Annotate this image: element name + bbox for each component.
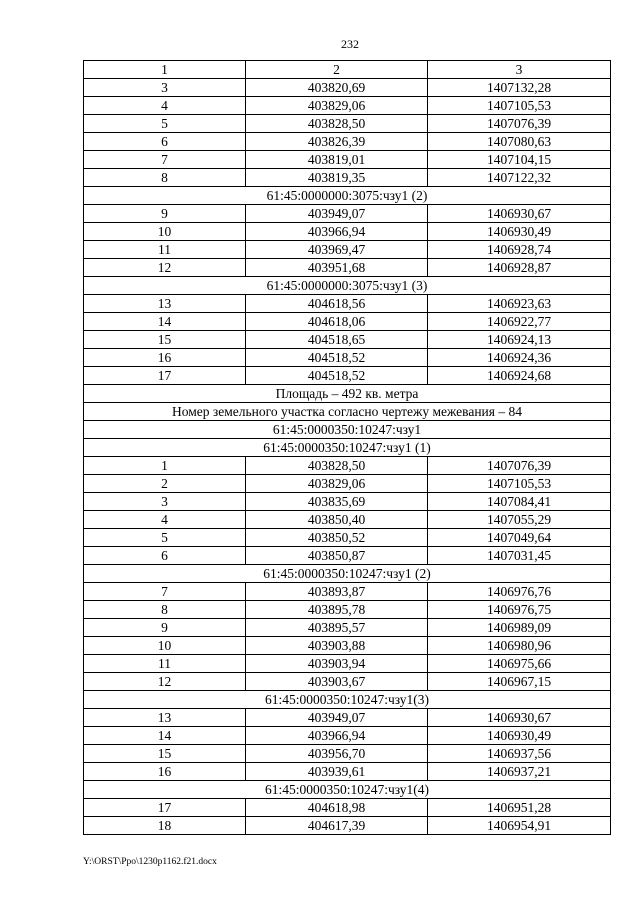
x-coordinate-cell: 404617,39: [246, 817, 428, 835]
section-header-row: [84, 565, 611, 583]
x-coordinate-cell: 403903,88: [246, 637, 428, 655]
table-row: [84, 331, 611, 349]
x-coordinate-cell: 403969,47: [246, 241, 428, 259]
y-coordinate-cell: 1407080,63: [428, 133, 611, 151]
y-coordinate-cell: 1407084,41: [428, 493, 611, 511]
section-header-row: [84, 277, 611, 295]
x-coordinate-cell: 404618,06: [246, 313, 428, 331]
table-row: [84, 115, 611, 133]
coordinates-table: [83, 60, 611, 835]
header-cell-y: 3: [428, 61, 611, 79]
table-row: [84, 457, 611, 475]
x-coordinate-cell: 403949,07: [246, 205, 428, 223]
y-coordinate-cell: 1406924,13: [428, 331, 611, 349]
y-coordinate-cell: 1407055,29: [428, 511, 611, 529]
x-coordinate-cell: 404618,56: [246, 295, 428, 313]
section-header-row: [84, 439, 611, 457]
point-number-cell: 16: [84, 763, 246, 781]
point-number-cell: 15: [84, 331, 246, 349]
point-number-cell: 12: [84, 673, 246, 691]
point-number-cell: 5: [84, 115, 246, 133]
x-coordinate-cell: 403835,69: [246, 493, 428, 511]
table-row: [84, 637, 611, 655]
y-coordinate-cell: 1406967,15: [428, 673, 611, 691]
point-number-cell: 3: [84, 493, 246, 511]
table-row: [84, 799, 611, 817]
table-row: [84, 817, 611, 835]
y-coordinate-cell: 1406951,28: [428, 799, 611, 817]
y-coordinate-cell: 1406930,49: [428, 727, 611, 745]
table-row: [84, 673, 611, 691]
x-coordinate-cell: 403895,78: [246, 601, 428, 619]
table-row: [84, 745, 611, 763]
x-coordinate-cell: 404518,65: [246, 331, 428, 349]
x-coordinate-cell: 404518,52: [246, 367, 428, 385]
x-coordinate-cell: 403939,61: [246, 763, 428, 781]
point-number-cell: 7: [84, 151, 246, 169]
x-coordinate-cell: 403820,69: [246, 79, 428, 97]
section-header-row: [84, 421, 611, 439]
table-row: [84, 259, 611, 277]
table-row: [84, 511, 611, 529]
y-coordinate-cell: 1406923,63: [428, 295, 611, 313]
table-row: [84, 583, 611, 601]
section-header-cell: Площадь – 492 кв. метра: [84, 385, 611, 403]
table-row: [84, 727, 611, 745]
header-cell-point-number: 1: [84, 61, 246, 79]
point-number-cell: 5: [84, 529, 246, 547]
table-row: [84, 601, 611, 619]
point-number-cell: 3: [84, 79, 246, 97]
y-coordinate-cell: 1407076,39: [428, 457, 611, 475]
x-coordinate-cell: 403966,94: [246, 223, 428, 241]
table-row: [84, 763, 611, 781]
section-header-row: [84, 385, 611, 403]
x-coordinate-cell: 404518,52: [246, 349, 428, 367]
point-number-cell: 17: [84, 799, 246, 817]
x-coordinate-cell: 404618,98: [246, 799, 428, 817]
x-coordinate-cell: 403895,57: [246, 619, 428, 637]
point-number-cell: 12: [84, 259, 246, 277]
y-coordinate-cell: 1407122,32: [428, 169, 611, 187]
point-number-cell: 16: [84, 349, 246, 367]
section-header-row: [84, 781, 611, 799]
table-row: [84, 295, 611, 313]
x-coordinate-cell: 403903,67: [246, 673, 428, 691]
y-coordinate-cell: 1406930,67: [428, 205, 611, 223]
y-coordinate-cell: 1406930,49: [428, 223, 611, 241]
footer-file-path: Y:\ORST\Ppo\1230p1162.f21.docx: [83, 857, 217, 867]
point-number-cell: 17: [84, 367, 246, 385]
table-row: [84, 151, 611, 169]
y-coordinate-cell: 1406928,87: [428, 259, 611, 277]
point-number-cell: 10: [84, 223, 246, 241]
y-coordinate-cell: 1406976,76: [428, 583, 611, 601]
table-header-row: [84, 61, 611, 79]
y-coordinate-cell: 1407105,53: [428, 475, 611, 493]
y-coordinate-cell: 1407104,15: [428, 151, 611, 169]
y-coordinate-cell: 1406922,77: [428, 313, 611, 331]
y-coordinate-cell: 1406980,96: [428, 637, 611, 655]
point-number-cell: 9: [84, 205, 246, 223]
point-number-cell: 11: [84, 241, 246, 259]
x-coordinate-cell: 403951,68: [246, 259, 428, 277]
point-number-cell: 4: [84, 97, 246, 115]
table-row: [84, 493, 611, 511]
y-coordinate-cell: 1407076,39: [428, 115, 611, 133]
header-cell-x: 2: [246, 61, 428, 79]
x-coordinate-cell: 403893,87: [246, 583, 428, 601]
table-row: [84, 529, 611, 547]
y-coordinate-cell: 1406937,56: [428, 745, 611, 763]
x-coordinate-cell: 403829,06: [246, 475, 428, 493]
y-coordinate-cell: 1406976,75: [428, 601, 611, 619]
point-number-cell: 8: [84, 601, 246, 619]
table-body: [84, 79, 611, 835]
y-coordinate-cell: 1406954,91: [428, 817, 611, 835]
table-row: [84, 223, 611, 241]
x-coordinate-cell: 403828,50: [246, 457, 428, 475]
x-coordinate-cell: 403949,07: [246, 709, 428, 727]
point-number-cell: 13: [84, 709, 246, 727]
table-row: [84, 547, 611, 565]
point-number-cell: 9: [84, 619, 246, 637]
table-row: [84, 133, 611, 151]
section-header-cell: 61:45:0000000:3075:чзу1 (3): [84, 277, 611, 295]
point-number-cell: 6: [84, 133, 246, 151]
section-header-cell: 61:45:0000350:10247:чзу1 (1): [84, 439, 611, 457]
x-coordinate-cell: 403850,87: [246, 547, 428, 565]
table-row: [84, 709, 611, 727]
point-number-cell: 4: [84, 511, 246, 529]
section-header-cell: Номер земельного участка согласно чертежу межевания – 84: [84, 403, 611, 421]
table-row: [84, 349, 611, 367]
x-coordinate-cell: 403826,39: [246, 133, 428, 151]
section-header-cell: 61:45:0000350:10247:чзу1(4): [84, 781, 611, 799]
x-coordinate-cell: 403819,01: [246, 151, 428, 169]
x-coordinate-cell: 403850,52: [246, 529, 428, 547]
point-number-cell: 7: [84, 583, 246, 601]
table-row: [84, 655, 611, 673]
y-coordinate-cell: 1407049,64: [428, 529, 611, 547]
section-header-row: [84, 187, 611, 205]
x-coordinate-cell: 403829,06: [246, 97, 428, 115]
table-row: [84, 205, 611, 223]
point-number-cell: 14: [84, 313, 246, 331]
section-header-cell: 61:45:0000350:10247:чзу1: [84, 421, 611, 439]
table-row: [84, 79, 611, 97]
x-coordinate-cell: 403828,50: [246, 115, 428, 133]
point-number-cell: 2: [84, 475, 246, 493]
table-row: [84, 313, 611, 331]
section-header-cell: 61:45:0000350:10247:чзу1(3): [84, 691, 611, 709]
x-coordinate-cell: 403819,35: [246, 169, 428, 187]
x-coordinate-cell: 403850,40: [246, 511, 428, 529]
section-header-row: [84, 691, 611, 709]
point-number-cell: 8: [84, 169, 246, 187]
y-coordinate-cell: 1406975,66: [428, 655, 611, 673]
point-number-cell: 10: [84, 637, 246, 655]
y-coordinate-cell: 1406928,74: [428, 241, 611, 259]
point-number-cell: 15: [84, 745, 246, 763]
y-coordinate-cell: 1407132,28: [428, 79, 611, 97]
y-coordinate-cell: 1406924,36: [428, 349, 611, 367]
section-header-row: [84, 403, 611, 421]
section-header-cell: 61:45:0000350:10247:чзу1 (2): [84, 565, 611, 583]
table-row: [84, 97, 611, 115]
y-coordinate-cell: 1406924,68: [428, 367, 611, 385]
point-number-cell: 13: [84, 295, 246, 313]
point-number-cell: 1: [84, 457, 246, 475]
x-coordinate-cell: 403956,70: [246, 745, 428, 763]
y-coordinate-cell: 1406989,09: [428, 619, 611, 637]
table-row: [84, 367, 611, 385]
table-row: [84, 169, 611, 187]
page-number: 232: [341, 37, 359, 51]
point-number-cell: 11: [84, 655, 246, 673]
y-coordinate-cell: 1406930,67: [428, 709, 611, 727]
x-coordinate-cell: 403966,94: [246, 727, 428, 745]
x-coordinate-cell: 403903,94: [246, 655, 428, 673]
section-header-cell: 61:45:0000000:3075:чзу1 (2): [84, 187, 611, 205]
point-number-cell: 18: [84, 817, 246, 835]
y-coordinate-cell: 1406937,21: [428, 763, 611, 781]
table-row: [84, 241, 611, 259]
y-coordinate-cell: 1407031,45: [428, 547, 611, 565]
table-row: [84, 619, 611, 637]
point-number-cell: 6: [84, 547, 246, 565]
point-number-cell: 14: [84, 727, 246, 745]
y-coordinate-cell: 1407105,53: [428, 97, 611, 115]
table-row: [84, 475, 611, 493]
